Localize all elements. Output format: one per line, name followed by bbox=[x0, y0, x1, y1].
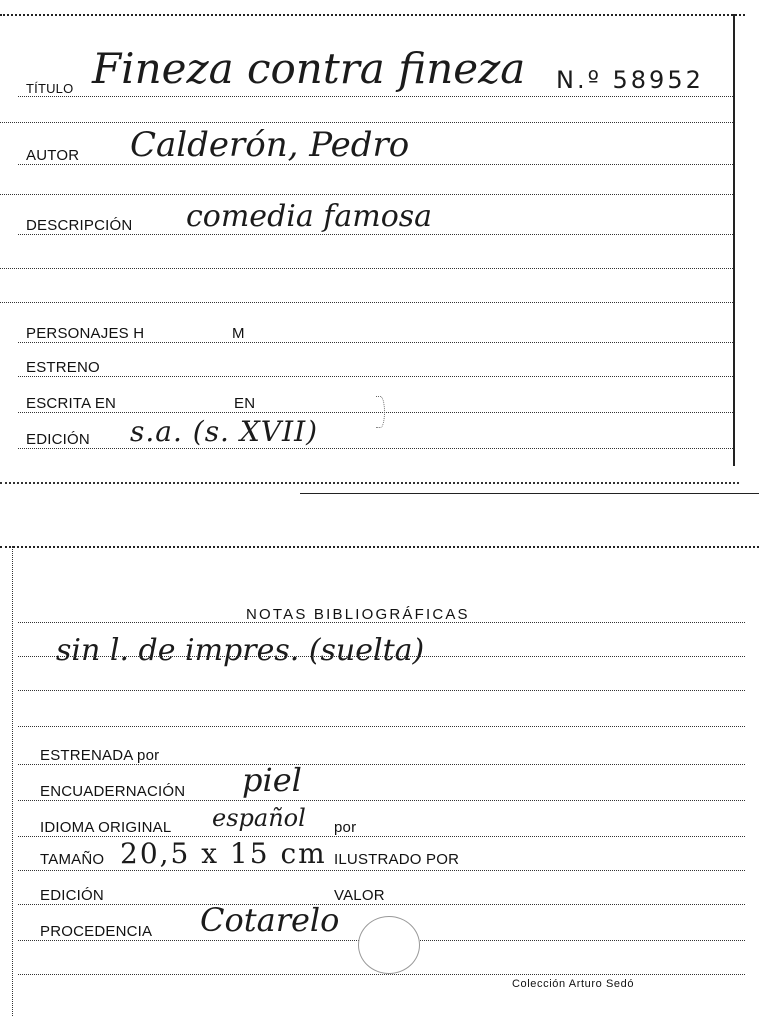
card-top-edge bbox=[0, 546, 759, 548]
rule-7 bbox=[0, 302, 733, 303]
personajes-rule bbox=[18, 342, 733, 343]
procedencia-handwritten: Cotarelo bbox=[200, 901, 340, 939]
autor-rule bbox=[18, 164, 733, 165]
catalog-card-front bbox=[0, 0, 759, 495]
encuadernacion-rule bbox=[18, 800, 745, 801]
card-top-edge bbox=[0, 14, 745, 16]
escrita-en-label: ESCRITA EN bbox=[26, 395, 117, 412]
descripcion-rule bbox=[18, 234, 733, 235]
card-notch bbox=[376, 396, 385, 428]
ilustrado-por-label: ILUSTRADO POR bbox=[334, 851, 460, 868]
notas-heading: NOTAS BIBLIOGRÁFICAS bbox=[246, 606, 470, 623]
rule-4 bbox=[0, 194, 733, 195]
autor-handwritten: Calderón, Pedro bbox=[130, 125, 410, 165]
titulo-rule bbox=[18, 96, 733, 97]
tamano-label: TAMAÑO bbox=[40, 851, 105, 868]
card-left-edge bbox=[12, 546, 13, 1016]
edicion-handwritten: s.a. (s. XVII) bbox=[130, 415, 319, 448]
descripcion-handwritten: comedia famosa bbox=[186, 199, 433, 234]
edicion-rule bbox=[18, 448, 733, 449]
stamp-circle bbox=[358, 916, 420, 974]
notas-handwritten: sin l. de impres. (suelta) bbox=[56, 633, 425, 668]
personajes-m-label: M bbox=[232, 325, 245, 342]
rule-2 bbox=[0, 122, 733, 123]
idioma-handwritten: español bbox=[212, 804, 306, 832]
encuadernacion-label: ENCUADERNACIÓN bbox=[40, 783, 186, 800]
estrenada-rule bbox=[18, 764, 745, 765]
card-bottom-edge bbox=[0, 482, 739, 484]
idioma-por-label: por bbox=[334, 819, 357, 836]
autor-label: AUTOR bbox=[26, 147, 80, 164]
edicion-back-rule bbox=[18, 904, 745, 905]
notas-rule-3 bbox=[18, 726, 745, 727]
titulo-handwritten: Fineza contra fineza bbox=[92, 44, 526, 93]
estreno-label: ESTRENO bbox=[26, 359, 100, 376]
bottom-rule bbox=[18, 974, 745, 975]
notas-rule-1 bbox=[18, 656, 745, 657]
personajes-h-label: PERSONAJES H bbox=[26, 325, 145, 342]
collection-footer: Colección Arturo Sedó bbox=[512, 978, 635, 990]
card-cut-line bbox=[300, 493, 759, 494]
procedencia-label: PROCEDENCIA bbox=[40, 923, 153, 940]
heading-rule bbox=[18, 622, 745, 623]
en-label: EN bbox=[234, 395, 256, 412]
tamano-rule bbox=[18, 870, 745, 871]
catalog-card-back bbox=[0, 538, 759, 1028]
notas-rule-2 bbox=[18, 690, 745, 691]
rule-6 bbox=[0, 268, 733, 269]
descripcion-label: DESCRIPCIÓN bbox=[26, 217, 133, 234]
valor-label: VALOR bbox=[334, 887, 385, 904]
encuadernacion-handwritten: piel bbox=[242, 761, 302, 799]
edicion-label: EDICIÓN bbox=[26, 431, 90, 448]
card-right-edge bbox=[733, 14, 735, 466]
catalog-number-handwritten: N.º 58952 bbox=[556, 66, 704, 94]
titulo-label: TÍTULO bbox=[26, 81, 74, 96]
edicion-back-label: EDICIÓN bbox=[40, 887, 104, 904]
estreno-rule bbox=[18, 376, 733, 377]
idioma-original-label: IDIOMA ORIGINAL bbox=[40, 819, 172, 836]
estrenada-por-label: ESTRENADA por bbox=[40, 747, 160, 764]
tamano-handwritten: 20,5 x 15 cm bbox=[120, 837, 327, 870]
